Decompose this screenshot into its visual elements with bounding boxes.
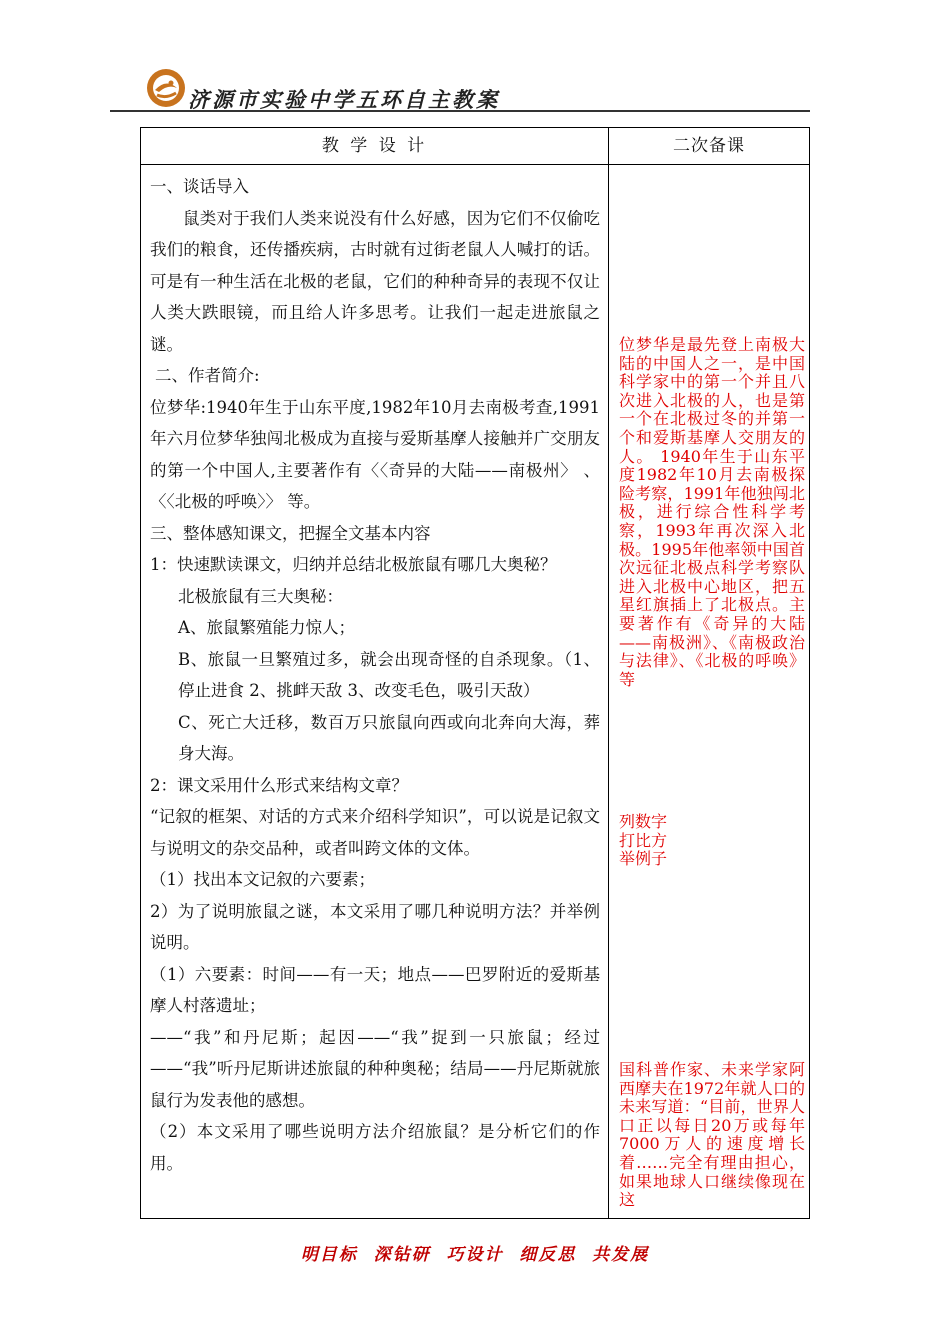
section-heading: 二、作者简介: (154, 366, 260, 385)
paragraph: “记叙的框架、对话的方式来介绍科学知识”，可以说是记叙文与说明文的杂交品种，或者叫跨文体的文体。 (150, 807, 600, 858)
paragraph: 位梦华:1940年生于山东平度,1982年10月去南极考查,1991年六月位梦华独闯北极成为直接与爱斯基摩人接触并广交朋友的第一个中国人,主要著作有〈〈奇异的大陆——南极州〉 、〈〈北极的呼唤〉〉 等。 (150, 397, 600, 511)
sub-question: （1）找出本文记叙的六要素； (150, 870, 375, 889)
question: 2：课文采用什么形式来结构文章？ (150, 775, 408, 795)
header-divider (110, 110, 810, 112)
teaching-design-content (150, 171, 600, 1179)
answer: （1）六要素：时间——有一天；地点——巴罗附近的爱斯基摩人村落遗址； (150, 964, 600, 1015)
list-item: A、旅鼠繁殖能力惊人； (178, 618, 355, 637)
section-heading: 三、整体感知课文，把握全文基本内容 (150, 523, 431, 543)
answer: （2）本文采用了哪些说明方法介绍旅鼠？是分析它们的作用。 (150, 1122, 600, 1173)
note-method-item: 列数字 (619, 812, 668, 831)
list-item: B、旅鼠一旦繁殖过多，就会出现奇怪的自杀现象。（1、停止进食 2、挑衅天敌 3、改变毛色，吸引天敌） (178, 649, 600, 700)
column-header-second-prep: 二次备课 (673, 136, 745, 156)
answer-intro: 北极旅鼠有三大奥秘： (178, 586, 344, 606)
header-row-divider (141, 164, 809, 165)
paragraph: 鼠类对于我们人类来说没有什么好感，因为它们不仅偷吃我们的粮食，还传播疾病，古时就有过街老鼠人人喊打的话。可是有一种生活在北极的老鼠，它们的种种奇异的表现不仅让人类大跌眼镜，而且给人许多思考。让我们一起走进旅鼠之谜。 (150, 208, 600, 354)
list-item: C、死亡大迁移，数百万只旅鼠向西或向北奔向大海，葬身大海。 (178, 712, 600, 763)
column-header-teaching-design: 教 学 设 计 (321, 136, 428, 156)
page-header (138, 64, 810, 114)
school-logo-icon (146, 68, 186, 108)
note-method-item: 举例子 (619, 849, 668, 869)
note-author-bio: 位梦华是最先登上南极大陆的中国人之一，是中国科学家中的第一个并且八次进入北极的人，也是第一个在北极过冬的并第一个和爱斯基摩人交朋友的人。 1940年生于山东平度1982年10月去南极探险考察，1991年他独闯北极，进行综合性科学考察，1993年再次深入北极。1995年他率领中国首次远征北极点科学考察队进入北极中心地区，把五星红旗插上了北极点。主要著作有《奇异的大陆——南极洲》、《南极政治与法律》、《北极的呼唤》等 (619, 335, 805, 689)
footer-motto: 明目标 深钻研 巧设计 细反思 共发展 (300, 1245, 650, 1265)
lesson-plan-table (140, 127, 810, 1219)
note-method-item: 打比方 (619, 830, 668, 850)
note-methods (619, 813, 805, 869)
answer: ——“我”和丹尼斯；起因——“我”捉到一只旅鼠；经过——“我”听丹尼斯讲述旅鼠的种种奥秘；结局——丹尼斯就旅鼠行为发表他的感想。 (150, 1027, 600, 1110)
school-title: 济源市实验中学五环自主教案 (188, 87, 500, 112)
column-divider (608, 128, 609, 1218)
section-heading: 一、谈话导入 (150, 177, 249, 196)
question: 1：快速默读课文，归纳并总结北极旅鼠有哪几大奥秘？ (150, 555, 557, 574)
note-population-quote: 国科普作家、未来学家阿西摩夫在1972年就人口的未来写道：“目前，世界人口正以每日20万或每年7000万人的速度增长着……完全有理由担心，如果地球人口继续像现在这 (619, 1060, 805, 1210)
sub-question: 2）为了说明旅鼠之谜，本文采用了哪几种说明方法？并举例说明。 (150, 901, 600, 952)
